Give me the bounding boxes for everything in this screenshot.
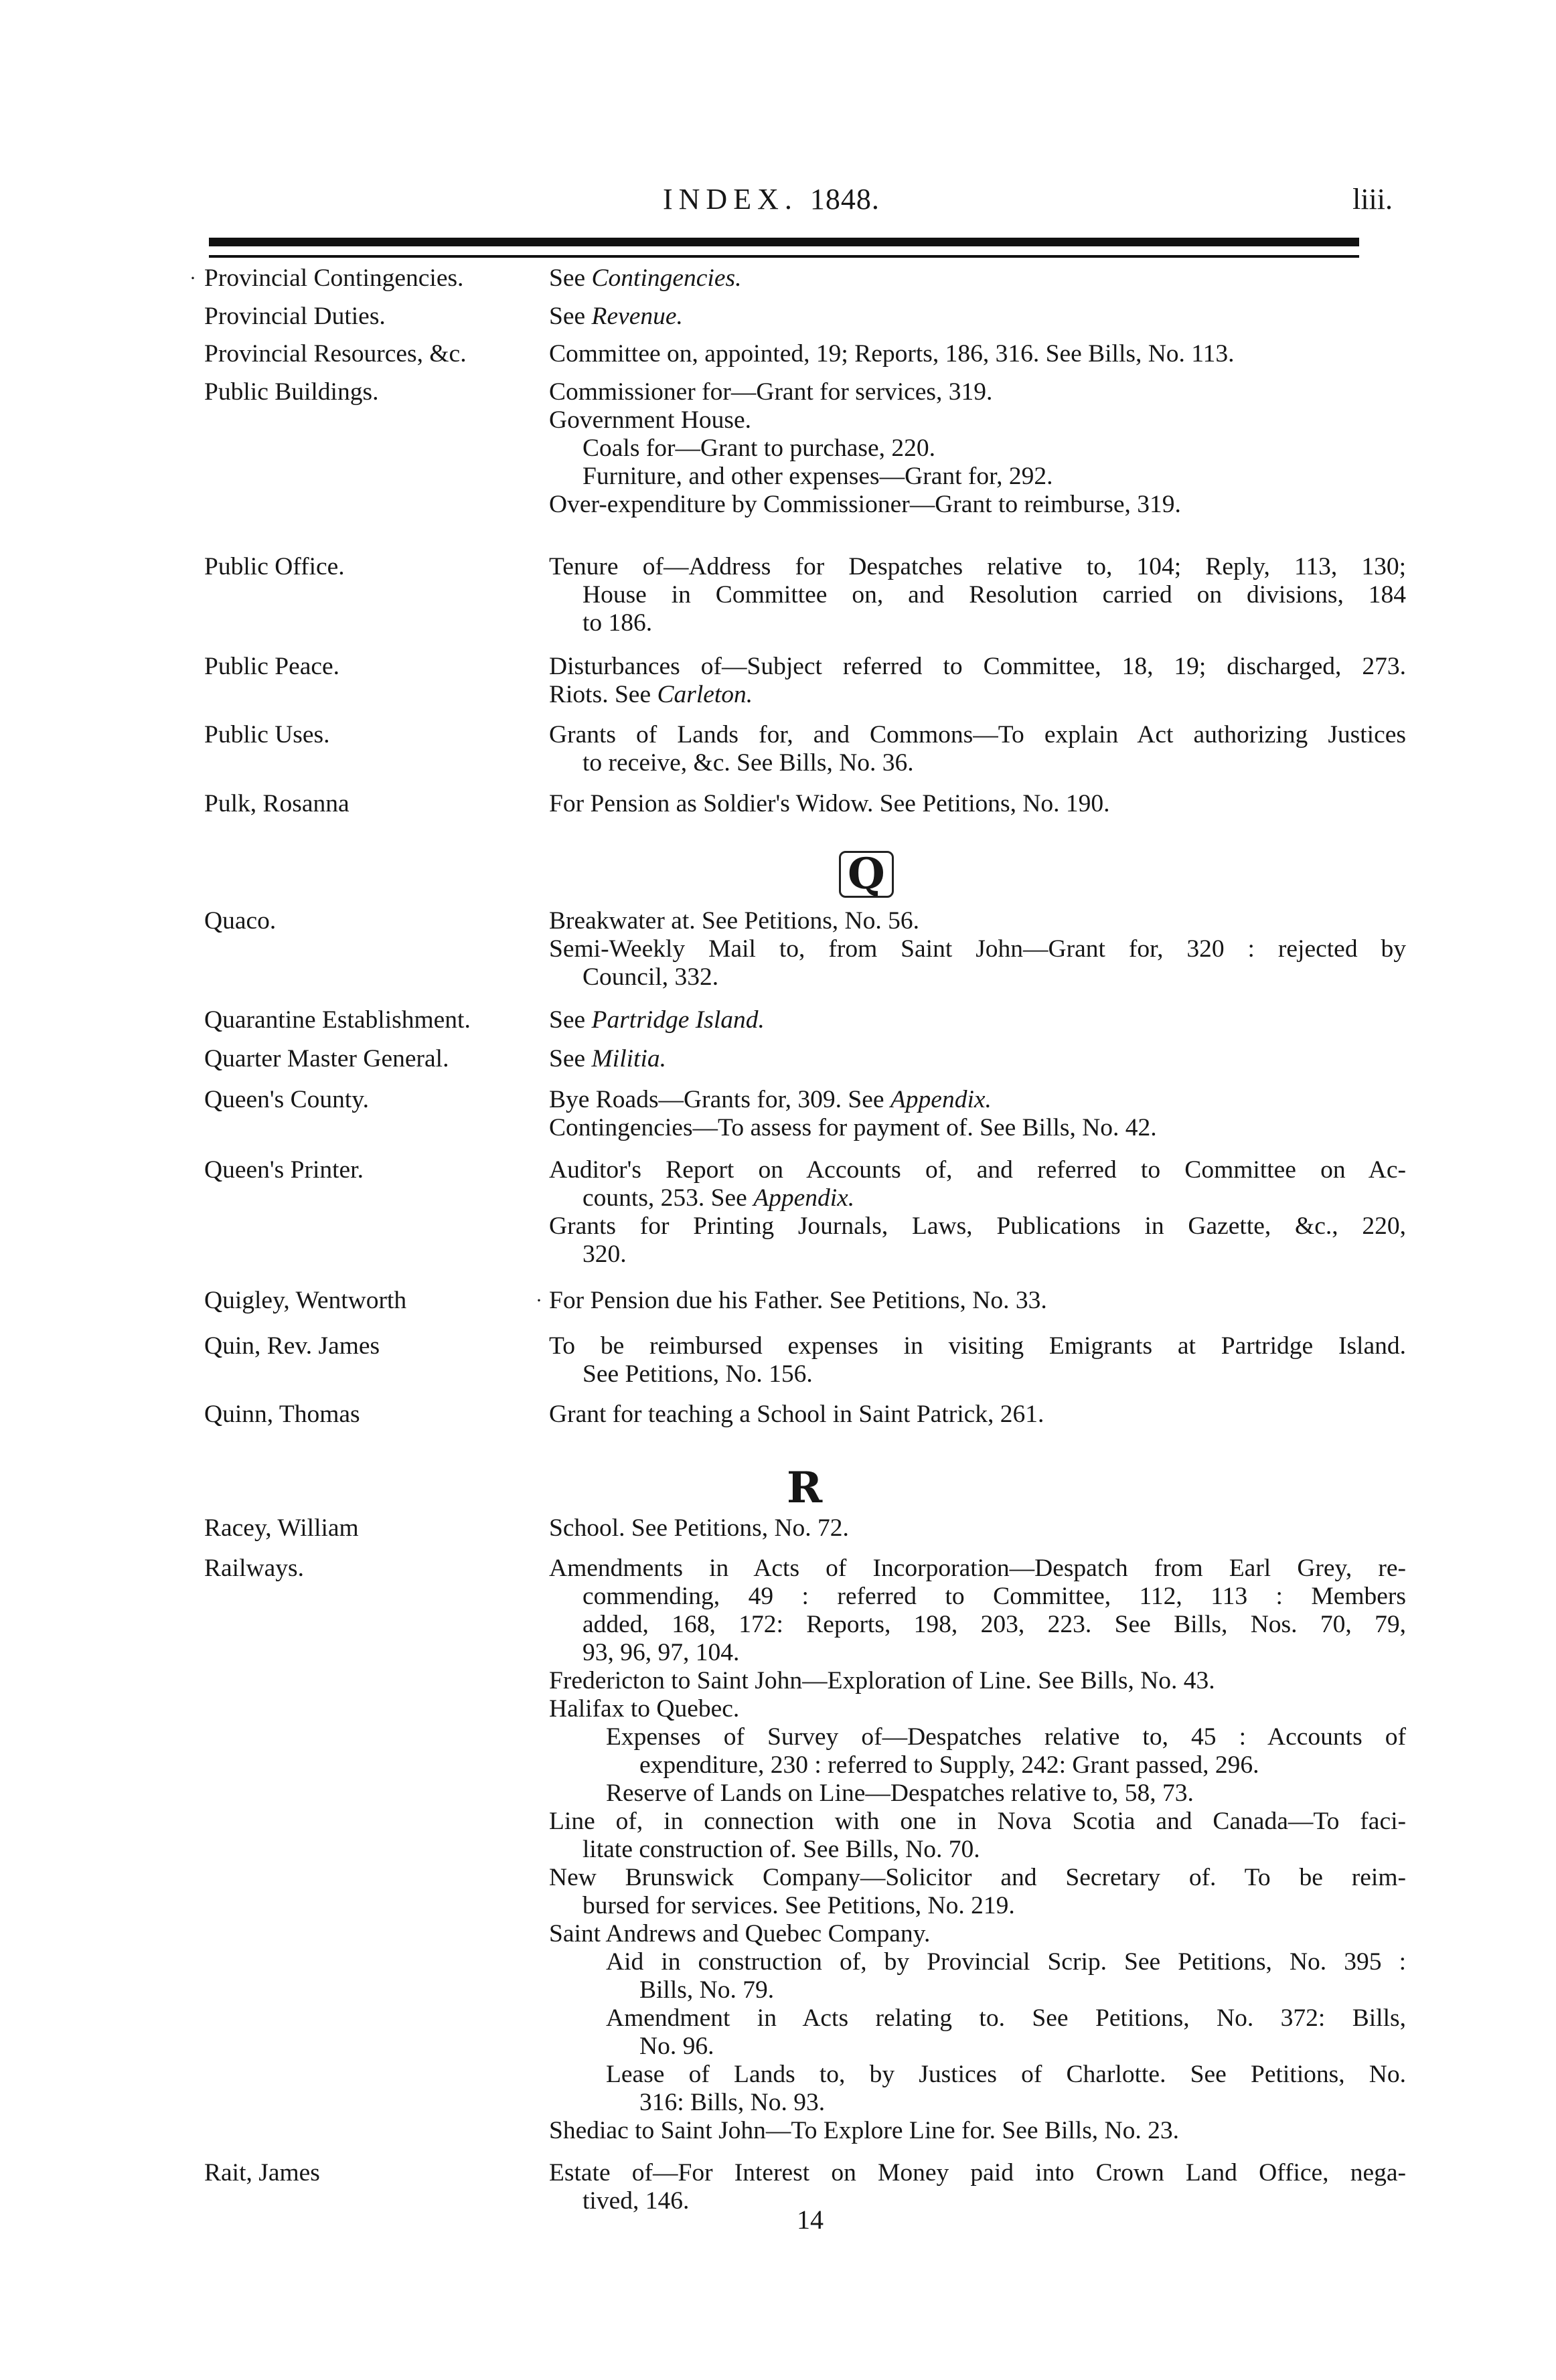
entry-body [549, 1086, 1406, 1142]
entry-line: Commissioner for—Grant for services, 319. [549, 378, 993, 406]
entry-heading: Queen's County. [204, 1086, 369, 1113]
entry-line: See Contingencies. [549, 264, 742, 292]
entry-line: Grants for Printing Journals, Laws, Publications in Gazette, &c., 220, [549, 1212, 1406, 1240]
entry-line: Expenses of Survey of—Despatches relative to, 45 : Accounts of [606, 1723, 1406, 1751]
entry-line: Aid in construction of, by Provincial Scrip. See Petitions, No. 395 : [606, 1948, 1406, 1976]
entry-heading: Provincial Duties. [204, 303, 386, 330]
entry-heading: Public Office. [204, 553, 345, 580]
entry-line: added, 168, 172: Reports, 198, 203, 223. See Bills, Nos. 70, 79, [582, 1611, 1406, 1638]
entry-heading: Quarter Master General. [204, 1045, 449, 1073]
signature-mark: 14 [797, 2205, 824, 2235]
entry-line: Semi-Weekly Mail to, from Saint John—Grant for, 320 : rejected by [549, 935, 1406, 963]
entry-line: See Revenue. [549, 303, 683, 330]
entry-line: Contingencies—To assess for payment of. See Bills, No. 42. [549, 1114, 1157, 1141]
entry-heading: Queen's Printer. [204, 1156, 364, 1184]
section-letter-q: Q [839, 849, 894, 899]
entry-heading: Racey, William [204, 1514, 359, 1542]
entry-heading: Rait, James [204, 2159, 320, 2187]
entry-body [549, 1045, 1406, 1073]
entry-line: See Petitions, No. 156. [582, 1360, 813, 1388]
entry-line: bursed for services. See Petitions, No. 219. [582, 1892, 1015, 1919]
entry-heading: Quigley, Wentworth [204, 1287, 407, 1314]
entry-line: to 186. [582, 609, 653, 637]
running-title [663, 182, 880, 216]
entry-body [549, 553, 1406, 637]
entry-line: Coals for—Grant to purchase, 220. [582, 434, 935, 462]
entry-line: litate construction of. See Bills, No. 70. [582, 1836, 980, 1863]
entry-heading: Quinn, Thomas [204, 1401, 360, 1428]
entry-line: Amendment in Acts relating to. See Petitions, No. 372: Bills, [606, 2004, 1406, 2032]
entry-line: 316: Bills, No. 93. [639, 2089, 826, 2116]
entry-body [549, 1006, 1406, 1034]
entry-body [549, 1514, 1406, 1542]
entry-line: Amendments in Acts of Incorporation—Despatch from Earl Grey, re- [549, 1555, 1406, 1582]
entry-heading: Provincial Resources, &c. [204, 340, 467, 368]
entry-line: Council, 332. [582, 963, 719, 991]
entry-line: Auditor's Report on Accounts of, and referred to Committee on Ac- [549, 1156, 1406, 1184]
entry-line: 93, 96, 97, 104. [582, 1639, 740, 1666]
entry-line: Bills, No. 79. [639, 1976, 775, 2004]
entry-heading: Provincial Contingencies. [204, 264, 464, 292]
index-year: 1848. [809, 183, 880, 216]
entry-line: Reserve of Lands on Line—Despatches relative to, 58, 73. [606, 1779, 1194, 1807]
entry-line: Shediac to Saint John—To Explore Line for. See Bills, No. 23. [549, 2117, 1180, 2144]
entry-line: Breakwater at. See Petitions, No. 56. [549, 907, 919, 935]
entry-line: New Brunswick Company—Solicitor and Secretary of. To be reim- [549, 1864, 1406, 1891]
margin-dot: · [189, 267, 196, 289]
entry-line: To be reimbursed expenses in visiting Emigrants at Partridge Island. [549, 1332, 1406, 1360]
entry-line: No. 96. [639, 2033, 714, 2060]
entry-line: Tenure of—Address for Despatches relative to, 104; Reply, 113, 130; [549, 553, 1406, 580]
entry-body [549, 1332, 1406, 1389]
entry-line: Halifax to Quebec. [549, 1695, 740, 1723]
entry-line: House in Committee on, and Resolution carried on divisions, 184 [582, 581, 1406, 609]
header-rule-thin [209, 255, 1359, 258]
entry-line: Bye Roads—Grants for, 309. See Appendix. [549, 1086, 992, 1113]
entry-line: Over-expenditure by Commissioner—Grant to reimburse, 319. [549, 491, 1181, 518]
entry-line: Disturbances of—Subject referred to Committee, 18, 19; discharged, 273. [549, 653, 1406, 680]
entry-line: For Pension as Soldier's Widow. See Petitions, No. 190. [549, 790, 1110, 817]
entry-line: Saint Andrews and Quebec Company. [549, 1920, 931, 1948]
entry-line: Government House. [549, 406, 752, 434]
entry-body [549, 340, 1406, 368]
entry-line: Grants of Lands for, and Commons—To explain Act authorizing Justices [549, 721, 1406, 748]
entry-line: For Pension due his Father. See Petitions, No. 33. [549, 1287, 1047, 1314]
entry-line: expenditure, 230 : referred to Supply, 242: Grant passed, 296. [639, 1751, 1259, 1779]
entry-body [549, 2159, 1406, 2215]
entry-body [549, 378, 1406, 519]
entry-line: Line of, in connection with one in Nova Scotia and Canada—To faci- [549, 1808, 1406, 1835]
entry-line: Grant for teaching a School in Saint Patrick, 261. [549, 1401, 1044, 1428]
entry-heading: Pulk, Rosanna [204, 790, 349, 817]
entry-heading: Quaco. [204, 907, 277, 935]
entry-line: See Militia. [549, 1045, 666, 1073]
entry-line: Lease of Lands to, by Justices of Charlotte. See Petitions, No. [606, 2061, 1406, 2088]
entry-body [549, 907, 1406, 991]
entry-heading: Railways. [204, 1555, 304, 1582]
entry-line: School. See Petitions, No. 72. [549, 1514, 849, 1542]
section-letter-r: R [787, 1463, 823, 1513]
entry-body [549, 1287, 1406, 1315]
entry-body [549, 1401, 1406, 1429]
entry-body [549, 790, 1406, 818]
entry-line: commending, 49 : referred to Committee, 112, 113 : Members [582, 1583, 1406, 1610]
entry-line: See Partridge Island. [549, 1006, 765, 1034]
running-header [201, 182, 1393, 222]
entry-line: 320. [582, 1241, 627, 1268]
entry-line: Furniture, and other expenses—Grant for, 292. [582, 463, 1053, 490]
entry-body [549, 264, 1406, 293]
entry-body [549, 721, 1406, 777]
entry-body [549, 1156, 1406, 1269]
entry-body [549, 303, 1406, 331]
entry-heading: Public Uses. [204, 721, 330, 748]
margin-dot: · [536, 1289, 542, 1312]
entry-line: Estate of—For Interest on Money paid into Crown Land Office, nega- [549, 2159, 1406, 2187]
entry-line: Committee on, appointed, 19; Reports, 186, 316. See Bills, No. 113. [549, 340, 1235, 368]
entry-line: to receive, &c. See Bills, No. 36. [582, 749, 914, 777]
page-number: liii. [1352, 183, 1393, 216]
entry-heading: Public Buildings. [204, 378, 379, 406]
entry-line: counts, 253. See Appendix. [582, 1184, 855, 1212]
index-title: INDEX. [663, 183, 798, 216]
entry-heading: Quin, Rev. James [204, 1332, 380, 1360]
entry-line: tived, 146. [582, 2187, 690, 2215]
entry-body [549, 1555, 1406, 2145]
entry-heading: Quarantine Establishment. [204, 1006, 471, 1034]
entry-line: Riots. See Carleton. [549, 681, 753, 708]
entry-line: Fredericton to Saint John—Exploration of Line. See Bills, No. 43. [549, 1667, 1215, 1694]
header-rule-thick [209, 238, 1359, 246]
entry-heading: Public Peace. [204, 653, 340, 680]
entry-body [549, 653, 1406, 709]
